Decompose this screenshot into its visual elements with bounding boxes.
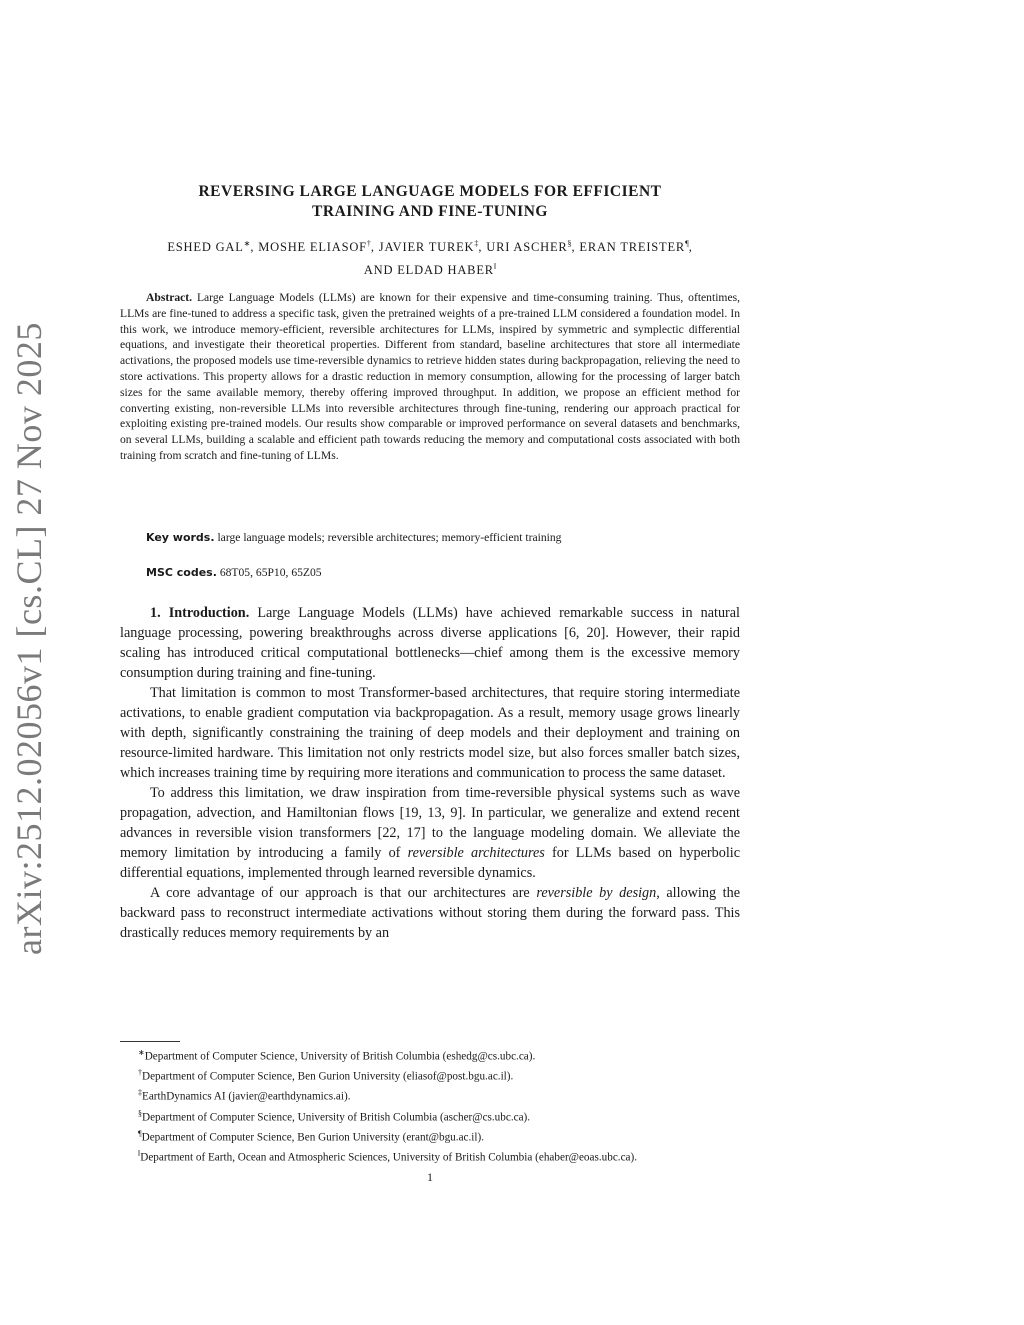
- introduction-section: [120, 603, 740, 943]
- abstract-text: Large Language Models (LLMs) are known for their expensive and time-consuming training. Thus, oftentimes, LLMs are fine-tuned to address a specific task, given the pretrained weights of a pre-trained LLM considered a foundation model. In this work, we introduce memory-efficient, reversible architectures for LLMs, inspired by symmetric and symplectic differential equations, and investigate their theoretical properties. Different from standard, baseline architectures that store all intermediate activations, the proposed models use time-reversible dynamics to retrieve hidden states during backpropagation, relieving the need to store activations. This property allows for a drastic reduction in memory consumption, allowing for the processing of larger batch sizes for the same available memory, thereby offering improved throughput. In addition, we propose an efficient method for converting existing, non-reversible LLMs into reversible architectures through fine-tuning, rendering our approach practical for exploiting existing pre-trained models. Our results show comparable or improved performance on several datasets and benchmarks, on several LLMs, building a scalable and efficient path towards reducing the memory and computational costs associated with both training from scratch and fine-tuning of LLMs.: [120, 291, 740, 462]
- abstract: [120, 290, 740, 464]
- section-heading: 1. Introduction.: [150, 605, 250, 621]
- footnote: ‖Department of Earth, Ocean and Atmospheric Sciences, University of British Columbia (ehaber@eoas.ubc.ca).: [138, 1149, 638, 1164]
- keywords: [146, 530, 740, 546]
- footnote: §Department of Computer Science, University of British Columbia (ascher@cs.ubc.ca).: [138, 1108, 531, 1124]
- author: AND ELDAD HABER‖: [363, 262, 497, 278]
- author-list: [110, 234, 750, 280]
- author: MOSHE ELIASOF†,: [258, 239, 379, 255]
- footnote-divider: [120, 1041, 180, 1042]
- intro-paragraph-3: To address this limitation, we draw inspiration from time-reversible physical systems such as wave propagation, advection, and Hamiltonian flows [19, 13, 9]. In particular, we generalize and extend recent advances in reversible vision transformers [22, 17] to the language modeling domain. We alleviate the memory limitation by introducing a family of reversible architectures for LLMs based on hyperbolic differential equations, implemented through learned reversible dynamics.: [120, 785, 740, 881]
- intro-paragraph-4: A core advantage of our approach is that our architectures are reversible by design, allowing the backward pass to reconstruct intermediate activations without storing them during the forward pass. This drastically reduces memory requirements by an: [120, 885, 740, 941]
- paper-title: [120, 182, 740, 222]
- intro-paragraph-2: That limitation is common to most Transformer-based architectures, that require storing intermediate activations, to enable gradient computation via backpropagation. As a result, memory usage grows linearly with depth, significantly constraining the training of deep models and their deployment and training on resource-limited hardware. This limitation not only restricts model size, but also forces smaller batch sizes, which increases training time by requiring more iterations and communication to process the same dataset.: [120, 685, 740, 781]
- footnote: ∗Department of Computer Science, University of British Columbia (eshedg@cs.ubc.ca).: [138, 1048, 536, 1063]
- author: URI ASCHER§,: [486, 239, 580, 255]
- msc-label: MSC codes.: [146, 566, 217, 579]
- msc-codes: [146, 565, 740, 581]
- arxiv-side-stamp: arXiv:2512.02056v1 [cs.CL] 27 Nov 2025: [9, 322, 49, 955]
- author: JAVIER TUREK‡,: [378, 239, 487, 255]
- author: ESHED GAL∗,: [167, 239, 259, 255]
- footnote: ¶Department of Computer Science, Ben Gurion University (erant@bgu.ac.il).: [138, 1128, 485, 1144]
- keywords-text: large language models; reversible architectures; memory-efficient training: [217, 531, 562, 544]
- msc-text: 68T05, 65P10, 65Z05: [219, 566, 322, 579]
- author: ERAN TREISTER¶,: [579, 239, 693, 255]
- intro-paragraph-1: 1. Introduction. Large Language Models (LLMs) have achieved remarkable success in natural language processing, powering breakthroughs across diverse applications [6, 20]. However, their rapid scaling has introduced critical computational bottlenecks—chief among them is the excessive memory consumption during training and fine-tuning.: [120, 605, 741, 681]
- title-line-2: TRAINING AND FINE-TUNING: [312, 203, 548, 220]
- footnote: †Department of Computer Science, Ben Gurion University (eliasof@post.bgu.ac.il).: [138, 1068, 514, 1083]
- footnotes: [120, 1045, 740, 1166]
- abstract-label: Abstract.: [146, 291, 193, 304]
- title-line-1: REVERSING LARGE LANGUAGE MODELS FOR EFFICIENT: [198, 183, 662, 200]
- keywords-label: Key words.: [146, 531, 215, 544]
- page-number: 1: [427, 1170, 433, 1184]
- footnote: ‡EarthDynamics AI (javier@earthdynamics.ai).: [138, 1088, 351, 1104]
